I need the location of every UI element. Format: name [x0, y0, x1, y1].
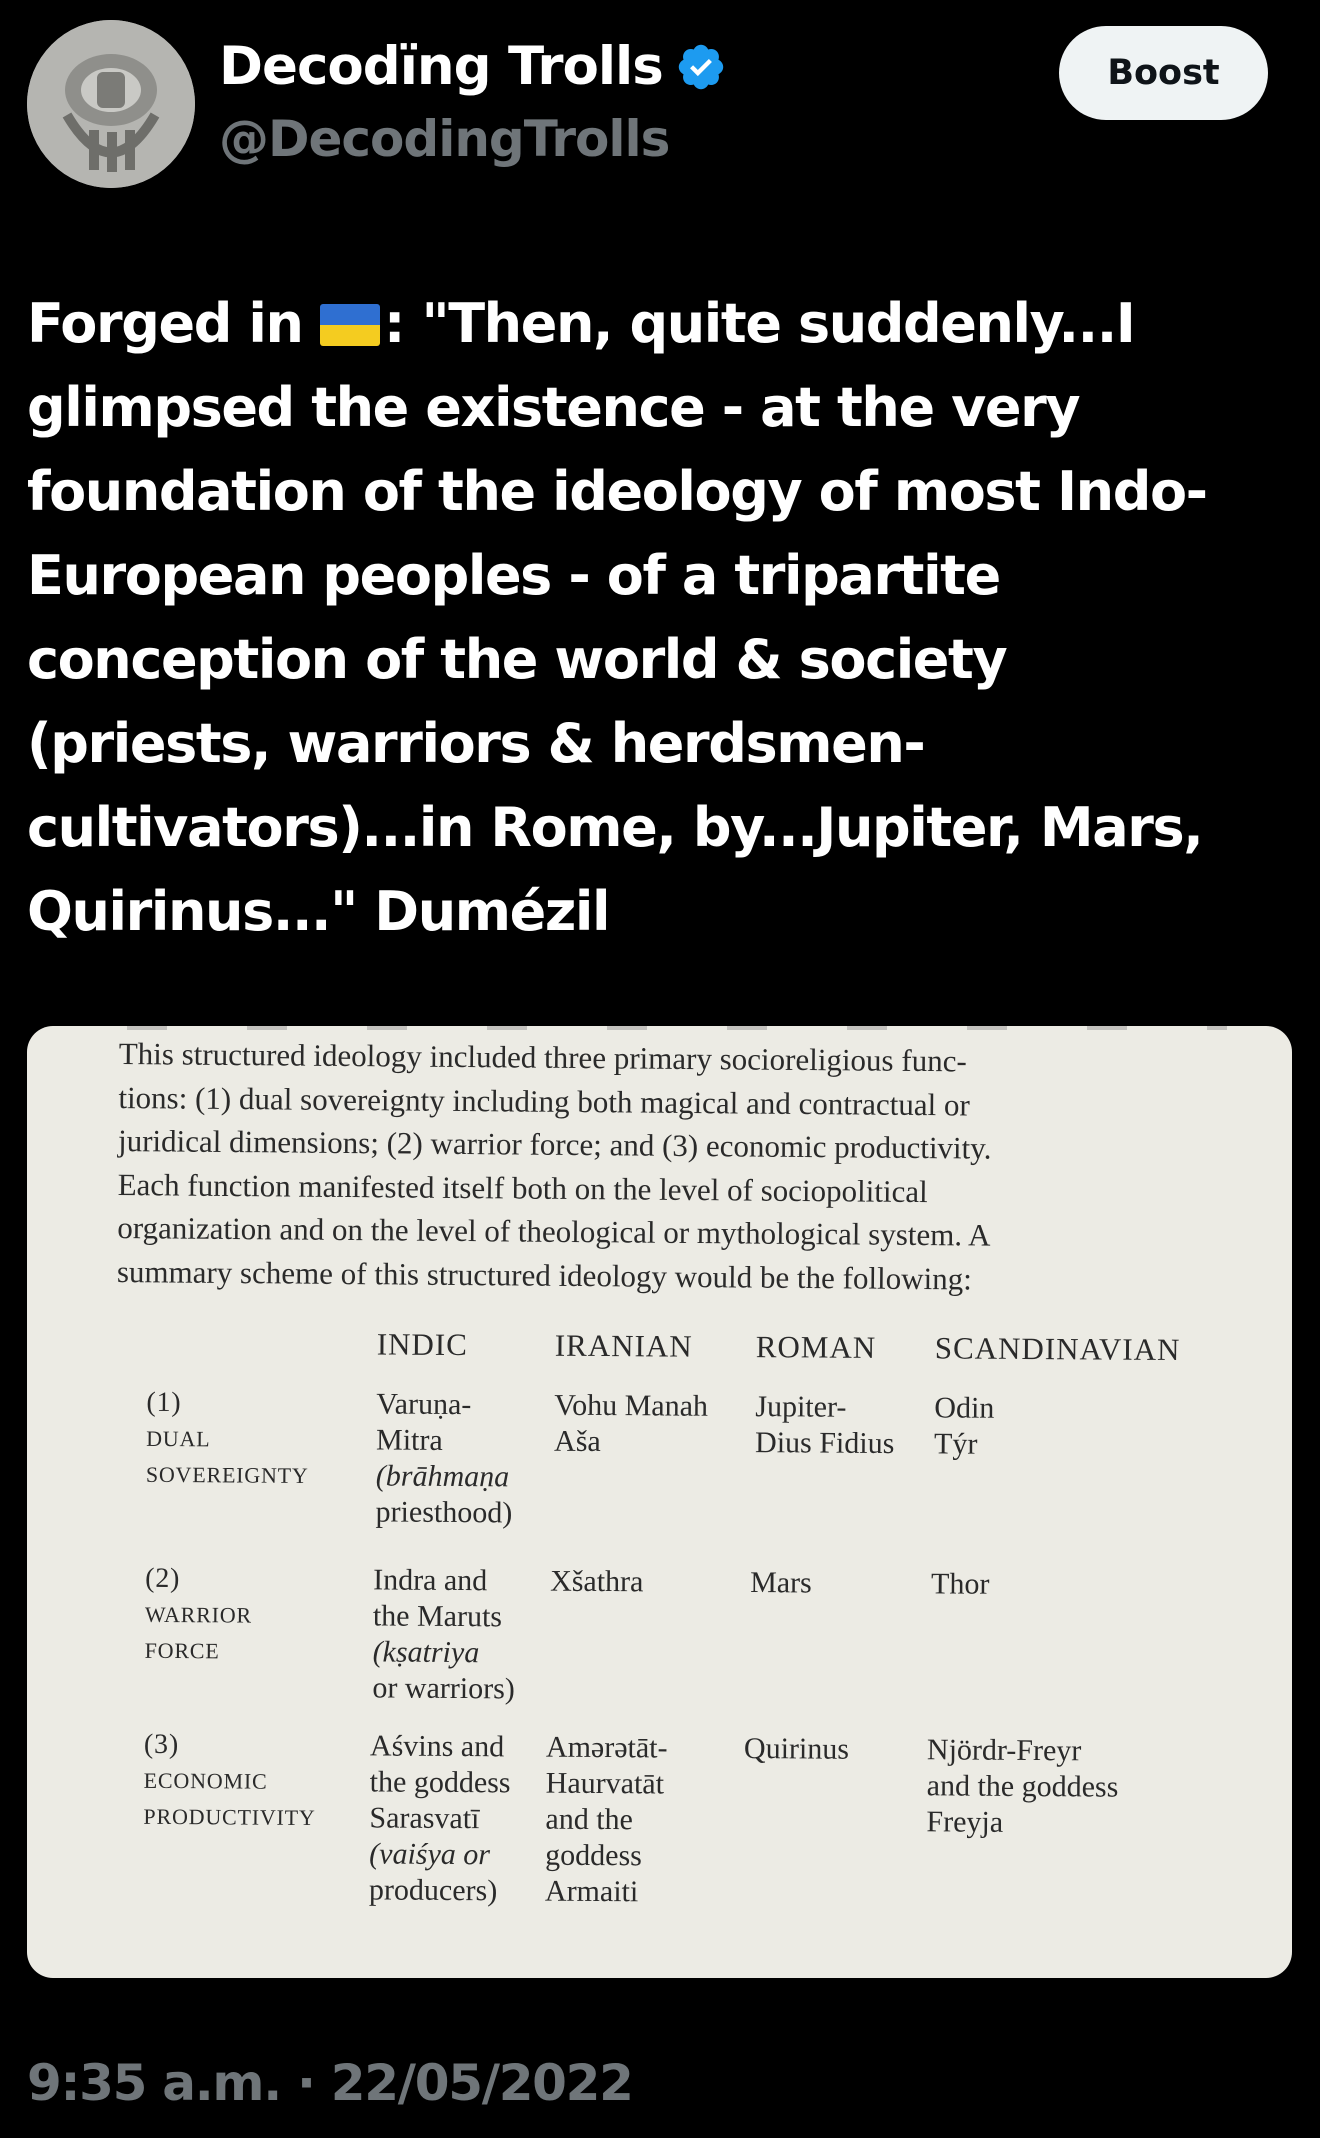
function-label-line: SOVEREIGNTY [145, 1461, 309, 1488]
post-line-rest: : "Then, quite suddenly...I [383, 292, 1135, 355]
cell-line: Amərətāt- [545, 1730, 668, 1765]
post-timestamp[interactable]: 9:35 a.m. · 22/05/2022 [27, 2054, 633, 2112]
cell-line: Armaiti [544, 1874, 639, 1909]
post-line: conception of the world & society [27, 628, 1007, 691]
cell-line: Varuṇa- [376, 1387, 472, 1422]
cell-line: Quirinus [743, 1732, 850, 1766]
column-header-roman: ROMAN [755, 1329, 877, 1365]
function-number: (1) [146, 1386, 182, 1419]
cell-line: Freyja [926, 1805, 1004, 1839]
post-prefix: Forged in [27, 292, 303, 355]
function-label [143, 1727, 316, 1836]
cell-line: producers) [368, 1873, 498, 1908]
cell-line: or warriors) [372, 1671, 515, 1706]
cell-scandinavian [926, 1732, 1118, 1841]
cell-line: the goddess [369, 1765, 511, 1800]
post-line: cultivators)...in Rome, by...Jupiter, Mars, [27, 796, 1203, 859]
author-handle[interactable]: @DecodingTrolls [219, 110, 670, 168]
post-line: foundation of the ideology of most Indo- [27, 460, 1207, 523]
cell-iranian [545, 1730, 668, 1911]
function-label-line: PRODUCTIVITY [143, 1803, 316, 1831]
paragraph-line: This structured ideology included three primary socioreligious func- [118, 1035, 967, 1079]
cell-line: the Maruts [372, 1599, 503, 1634]
ukraine-flag-icon [320, 304, 380, 346]
cell-line: (vaiśya or [369, 1837, 491, 1872]
post-line: European peoples - of a tripartite [27, 544, 1000, 607]
cell-line: Sarasvatī [369, 1801, 480, 1836]
author-name-text: Decodïng Trolls [219, 36, 663, 97]
function-label [145, 1561, 253, 1670]
cell-indic [369, 1728, 511, 1909]
cell-line: Haurvatāt [545, 1766, 665, 1801]
column-header-scandinavian: SCANDINAVIAN [934, 1330, 1181, 1368]
cell-indic [375, 1386, 513, 1531]
column-header-iranian: IRANIAN [554, 1327, 693, 1364]
post-image[interactable] [27, 1026, 1292, 1978]
function-label-line: DUAL [146, 1425, 211, 1452]
post-text [27, 282, 1302, 954]
function-label [146, 1385, 310, 1494]
avatar[interactable] [27, 20, 195, 188]
author-display-name[interactable] [219, 36, 727, 97]
cell-scandinavian [931, 1566, 990, 1602]
paragraph-line: juridical dimensions; (2) warrior force; and (3) economic productivity. [117, 1122, 992, 1166]
cell-roman [755, 1389, 895, 1462]
function-label-line: FORCE [144, 1637, 220, 1664]
function-number: (2) [145, 1562, 181, 1595]
cell-line: Indra and [373, 1563, 488, 1598]
cell-roman [744, 1731, 849, 1768]
cell-line: Mars [750, 1566, 812, 1600]
ideology-scheme-table [27, 1026, 1292, 1978]
cell-line: and the goddess [926, 1769, 1119, 1804]
cell-line: Odin [934, 1391, 995, 1425]
cell-line: Aša [553, 1424, 601, 1459]
cell-line: Aśvins and [369, 1729, 505, 1764]
cell-indic [372, 1562, 515, 1707]
cell-line: and the [545, 1802, 634, 1837]
cell-roman [750, 1565, 812, 1601]
cell-line: priesthood) [375, 1495, 513, 1530]
cylinder-seal-avatar-icon [27, 20, 195, 188]
boost-button[interactable]: Boost [1059, 26, 1268, 120]
cell-line: Týr [933, 1427, 978, 1461]
post-line: glimpsed the existence - at the very [27, 376, 1080, 439]
paragraph-line: Each function manifested itself both on the level of sociopolitical [117, 1166, 928, 1209]
post-line: Quirinus..." Dumézil [27, 880, 610, 943]
cell-line: Jupiter- [755, 1390, 847, 1424]
cell-line: Njördr-Freyr [926, 1733, 1082, 1768]
cell-line: goddess [545, 1838, 643, 1873]
cell-line: Thor [931, 1567, 990, 1601]
post-line [27, 282, 1302, 366]
column-header-indic: INDIC [376, 1326, 469, 1363]
paragraph-line: tions: (1) dual sovereignty including both magical and contractual or [118, 1079, 970, 1122]
function-label-line: WARRIOR [144, 1601, 253, 1628]
cell-iranian [554, 1388, 708, 1461]
cell-line: Vohu Manah [554, 1388, 709, 1423]
cell-line: (brāhmaṇa [375, 1459, 510, 1494]
function-number: (3) [143, 1728, 180, 1761]
verified-badge-icon [675, 41, 727, 93]
cell-scandinavian [934, 1390, 995, 1462]
paragraph-line: summary scheme of this structured ideology would be the following: [116, 1253, 972, 1296]
cell-line: (kṣatriya [372, 1635, 480, 1670]
cell-line: Mitra [376, 1423, 443, 1457]
post-line: (priests, warriors & herdsmen- [27, 712, 925, 775]
paragraph-line: organization and on the level of theological or mythological system. A [117, 1209, 991, 1253]
cell-line: Dius Fidius [754, 1426, 895, 1461]
cell-iranian [550, 1564, 644, 1601]
cell-line: Xšathra [550, 1564, 644, 1599]
function-label-line: ECONOMIC [143, 1767, 268, 1794]
